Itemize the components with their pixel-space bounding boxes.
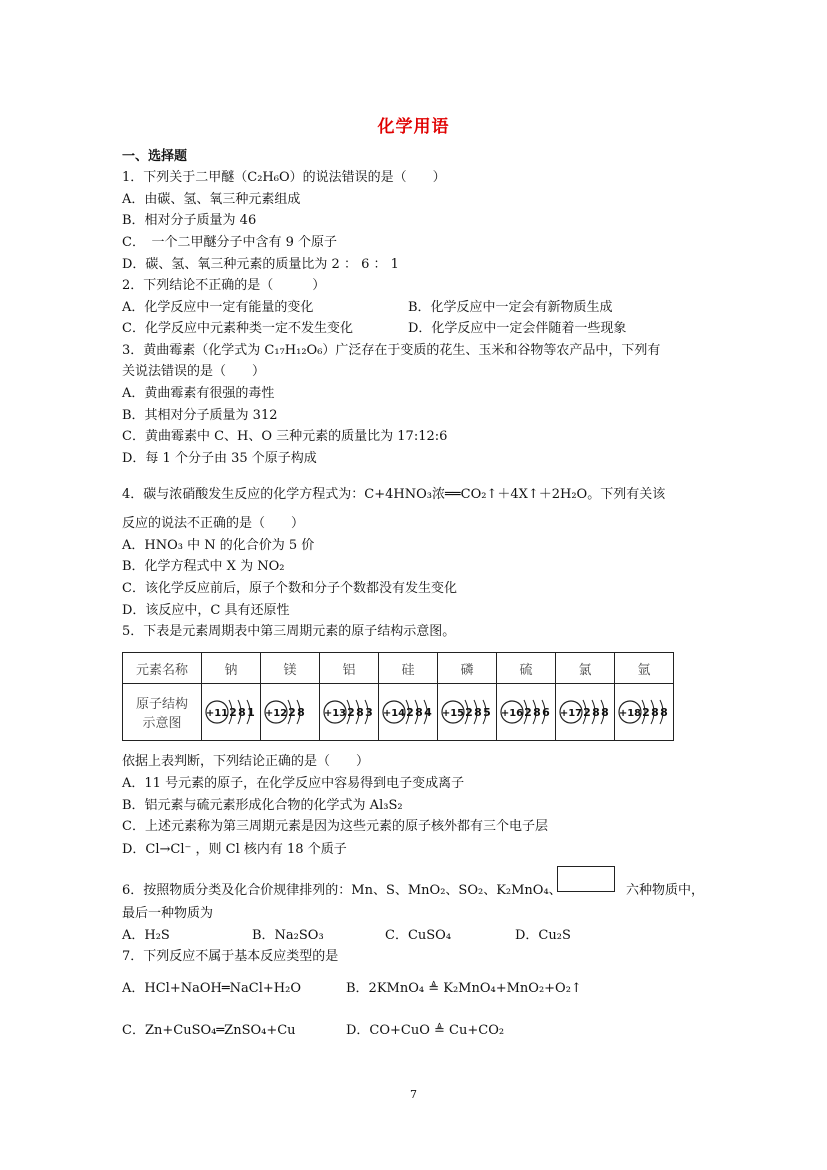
atom-diagram-cell [261, 684, 320, 741]
question-5-option-d: D．Cl→Cl⁻ ，则 Cl 核内有 18 个质子 [122, 842, 347, 857]
question-7-option-a: A．HCl+NaOH═NaCl+H₂O [122, 981, 301, 996]
question-5-option-c: C．上述元素称为第三周期元素是因为这些元素的原子核外都有三个电子层 [122, 819, 548, 834]
nucleus-charge: +18 [618, 708, 642, 719]
question-6-option-a: A．H₂S [122, 928, 170, 943]
question-7-option-d: D．CO+CuO ≜ Cu+CO₂ [346, 1023, 505, 1038]
question-7-stem: 7．下列反应不属于基本反应类型的是 [122, 949, 339, 964]
element-name-cell: 硅 [379, 653, 438, 684]
header-line: 原子结构 [135, 697, 188, 712]
atom-diagram-cell [556, 684, 615, 741]
question-2-option-a: A．化学反应中一定有能量的变化 [122, 300, 314, 315]
question-3-option-d: D．每 1 个分子由 35 个原子构成 [122, 451, 317, 466]
question-7-option-c: C．Zn+CuSO₄═ZnSO₄+Cu [122, 1023, 296, 1038]
electron-count: 8 [297, 706, 305, 719]
element-name-cell: 氯 [556, 653, 615, 684]
question-6-stem: 6．按照物质分类及化合价规律排列的：Mn、S、MnO₂、SO₂、K₂MnO₄、 [122, 883, 562, 898]
electron-count: 3 [365, 706, 373, 719]
question-3-option-b: B．其相对分子质量为 312 [122, 408, 278, 423]
atom-structure-diagram [262, 690, 318, 734]
question-6-option-b: B．Na₂SO₃ [252, 928, 324, 943]
electron-count: 8 [601, 706, 609, 719]
electron-count: 8 [592, 706, 600, 719]
question-1-option-d: D．碳、氢、氧三种元素的质量比为 2 ： 6 ： 1 [122, 257, 399, 272]
question-3-option-a: A．黄曲霉素有很强的毒性 [122, 386, 275, 401]
atom-structure-diagram [557, 690, 613, 734]
electron-count: 2 [229, 706, 237, 719]
question-6-stem-cont: 最后一种物质为 [122, 906, 214, 921]
question-7-option-b: B．2KMnO₄ ≜ K₂MnO₄+MnO₂+O₂↑ [346, 981, 582, 996]
header-line: 示意图 [142, 716, 182, 731]
element-name-cell: 铝 [320, 653, 379, 684]
question-3-stem-cont: 关说法错误的是（ ） [122, 364, 266, 379]
element-name-cell: 钠 [202, 653, 261, 684]
nucleus-charge: +11 [205, 708, 229, 719]
electron-count: 8 [474, 706, 482, 719]
atom-structure-diagram [498, 690, 554, 734]
atom-diagram-cell [202, 684, 261, 741]
section-heading: 一、选择题 [122, 149, 188, 164]
element-name-cell: 磷 [438, 653, 497, 684]
question-1-option-a: A．由碳、氢、氧三种元素组成 [122, 192, 301, 207]
question-3-option-c: C．黄曲霉素中 C、H、O 三种元素的质量比为 17:12:6 [122, 429, 448, 444]
question-4-option-c: C．该化学反应前后，原子个数和分子个数都没有发生变化 [122, 581, 457, 596]
question-1-stem: 1．下列关于二甲醚（C₂H₆O）的说法错误的是（ ） [122, 170, 446, 185]
nucleus-charge: +16 [500, 708, 524, 719]
electron-count: 8 [356, 706, 364, 719]
nucleus-charge: +17 [559, 708, 583, 719]
atom-structure-diagram [616, 690, 672, 734]
table-header-cell: 元素名称 [123, 653, 202, 684]
electron-count: 4 [424, 706, 432, 719]
electron-count: 2 [642, 706, 650, 719]
question-2-option-d: D．化学反应中一定会伴随着一些现象 [408, 321, 627, 336]
electron-count: 2 [347, 706, 355, 719]
answer-blank-box [557, 866, 615, 892]
electron-count: 2 [406, 706, 414, 719]
electron-count: 2 [288, 706, 296, 719]
nucleus-charge: +14 [382, 708, 406, 719]
electron-count: 8 [660, 706, 668, 719]
atom-diagram-cell [438, 684, 497, 741]
question-4-stem: 4．碳与浓硝酸发生反应的化学方程式为：C+4HNO₃浓══CO₂↑＋4X↑＋2H₂O。下列有关该 [122, 487, 666, 502]
question-4-option-d: D．该反应中，C 具有还原性 [122, 603, 290, 618]
question-4-stem-cont: 反应的说法不正确的是（ ） [122, 516, 305, 531]
nucleus-charge: +15 [441, 708, 465, 719]
atom-structure-diagram [203, 690, 259, 734]
question-6-option-c: C．CuSO₄ [385, 928, 452, 943]
electron-count: 1 [247, 706, 255, 719]
atom-diagram-cell [379, 684, 438, 741]
question-2-stem: 2．下列结论不正确的是（ ） [122, 278, 326, 293]
question-5-stem: 5．下表是元素周期表中第三周期元素的原子结构示意图。 [122, 624, 456, 639]
nucleus-charge: +13 [323, 708, 347, 719]
atom-structure-diagram [439, 690, 495, 734]
question-6-stem-tail: 六种物质中， [626, 883, 705, 898]
electron-count: 6 [542, 706, 550, 719]
element-name-cell: 氩 [615, 653, 674, 684]
page-number: 7 [410, 1088, 417, 1101]
page-title: 化学用语 [377, 117, 450, 137]
electron-count: 2 [465, 706, 473, 719]
question-2-option-c: C．化学反应中元素种类一定不发生变化 [122, 321, 353, 336]
atom-diagram-cell [497, 684, 556, 741]
question-6-option-d: D．Cu₂S [515, 928, 571, 943]
question-1-option-b: B．相对分子质量为 46 [122, 213, 257, 228]
element-name-cell: 镁 [261, 653, 320, 684]
element-name-cell: 硫 [497, 653, 556, 684]
question-5-option-b: B．铝元素与硫元素形成化合物的化学式为 Al₃S₂ [122, 798, 403, 813]
question-1-option-c: C． 一个二甲醚分子中含有 9 个原子 [122, 235, 337, 250]
periodic-table-row-3 [122, 652, 674, 741]
element-name-row [123, 653, 674, 684]
question-5-option-a: A．11 号元素的原子，在化学反应中容易得到电子变成离子 [122, 776, 465, 791]
table-header-cell [123, 684, 202, 741]
question-3-stem: 3．黄曲霉素（化学式为 C₁₇H₁₂O₆）广泛存在于变质的花生、玉米和谷物等农产品中，下列有 [122, 343, 661, 358]
atom-diagram-row [123, 684, 674, 741]
atom-structure-diagram [380, 690, 436, 734]
question-5-followup: 依据上表判断，下列结论正确的是（ ） [122, 754, 370, 769]
atom-diagram-cell [320, 684, 379, 741]
electron-count: 2 [583, 706, 591, 719]
electron-count: 8 [238, 706, 246, 719]
atom-structure-diagram [321, 690, 377, 734]
electron-count: 5 [483, 706, 491, 719]
atom-diagram-cell [615, 684, 674, 741]
question-4-option-a: A．HNO₃ 中 N 的化合价为 5 价 [122, 538, 315, 553]
electron-count: 8 [651, 706, 659, 719]
electron-count: 8 [533, 706, 541, 719]
question-4-option-b: B．化学方程式中 X 为 NO₂ [122, 559, 285, 574]
electron-count: 8 [415, 706, 423, 719]
question-2-option-b: B．化学反应中一定会有新物质生成 [408, 300, 613, 315]
nucleus-charge: +12 [264, 708, 288, 719]
electron-count: 2 [524, 706, 532, 719]
